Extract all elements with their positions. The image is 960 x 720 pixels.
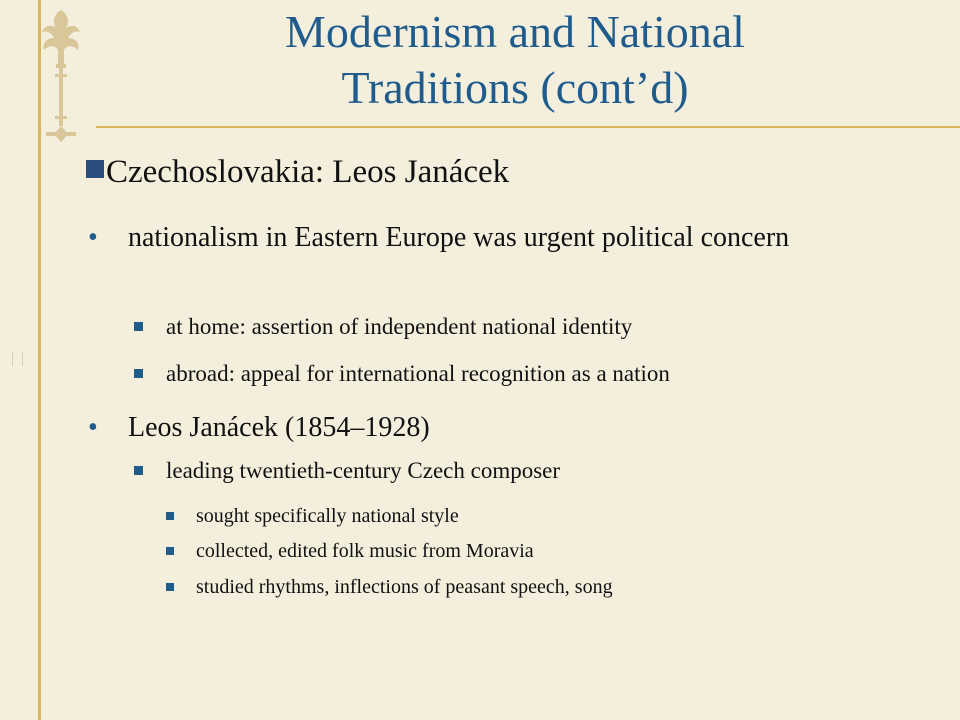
title-line-1: Modernism and National (285, 6, 745, 57)
title-line-2: Traditions (cont’d) (341, 62, 689, 113)
square-bullet-icon (86, 160, 104, 178)
sub-sub-bullet-item: studied rhythms, inflections of peasant speech, song (196, 576, 613, 598)
sub-bullet-item: abroad: appeal for international recognition as a nation (166, 361, 670, 386)
square-bullet-icon (166, 512, 174, 520)
title-underline (96, 126, 960, 128)
sub-sub-bullet-item: sought specifically national style (196, 505, 459, 527)
bullet-dot-icon: • (88, 222, 98, 253)
section-heading (86, 152, 509, 192)
tick-mark (22, 352, 23, 366)
sub-sub-bullet-item: collected, edited folk music from Moravia (196, 540, 534, 562)
sub-bullet-item: at home: assertion of independent national identity (166, 314, 633, 339)
square-bullet-icon (134, 322, 143, 331)
sub-bullet-item: leading twentieth-century Czech composer (166, 458, 561, 483)
ornament-icon (28, 4, 94, 148)
bullet-item: Leos Janácek (1854–1928) (128, 412, 430, 443)
bullet-dot-icon: • (88, 412, 98, 443)
bullet-item: nationalism in Eastern Europe was urgent political concern (128, 222, 790, 253)
square-bullet-icon (134, 369, 143, 378)
square-bullet-icon (166, 547, 174, 555)
tick-mark (12, 352, 13, 366)
square-bullet-icon (134, 466, 143, 475)
square-bullet-icon (166, 583, 174, 591)
heading-text: Czechoslovakia: Leos Janácek (106, 154, 510, 190)
slide-title (120, 4, 910, 116)
